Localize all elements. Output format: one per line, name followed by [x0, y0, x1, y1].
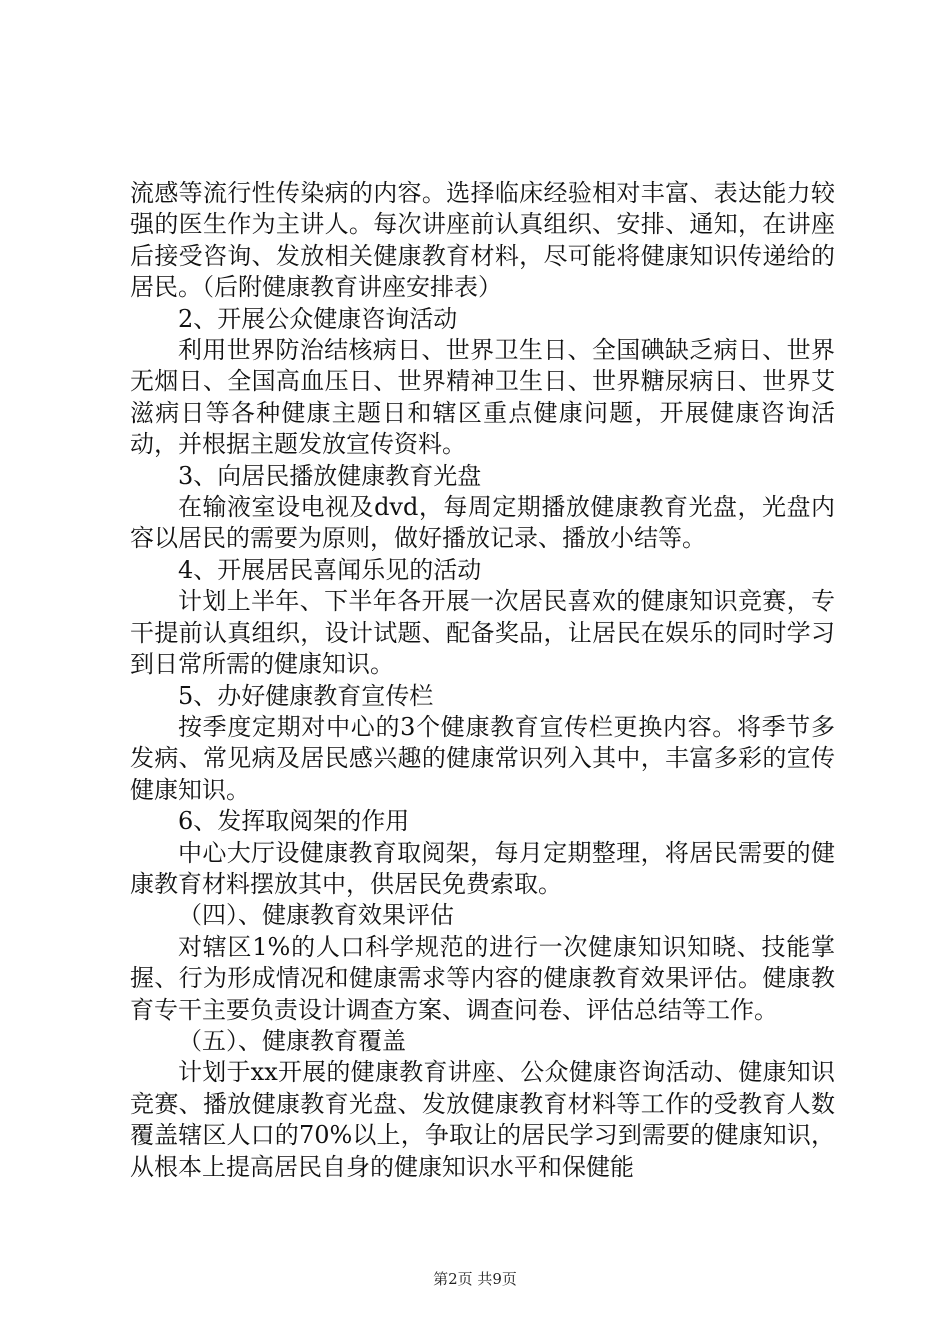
paragraph-coverage: 计划于xx开展的健康教育讲座、公众健康咨询活动、健康知识竞赛、播放健康教育光盘、发放健康教育材料等工作的受教育人数覆盖辖区人口的70%以上，争取让的居民学习到需要的健康知识，从根本上提高居民自身的健康知识水平和保健能 [130, 1058, 835, 1181]
document-body [130, 178, 835, 1183]
page-number-footer: 第2页 共9页 [433, 1270, 517, 1288]
paragraph-effect-evaluation: 对辖区1%的人口科学规范的进行一次健康知识知晓、技能掌握、行为形成情况和健康需求等内容的健康教育效果评估。健康教育专干主要负责设计调查方案、调查问卷、评估总结等工作。 [130, 932, 835, 1024]
paragraph-popular-activities: 计划上半年、下半年各开展一次居民喜欢的健康知识竞赛，专干提前认真组织，设计试题、配备奖品，让居民在娱乐的同时学习到日常所需的健康知识。 [130, 587, 835, 679]
section-heading-bulletin-board: 5、办好健康教育宣传栏 [178, 681, 434, 710]
paragraph-video-broadcast: 在输液室设电视及dvd，每周定期播放健康教育光盘，光盘内容以居民的需要为原则，做好播放记录、播放小结等。 [130, 493, 835, 553]
section-heading-coverage: （五）、健康教育覆盖 [178, 1026, 406, 1055]
section-heading-reading-rack: 6、发挥取阅架的作用 [178, 807, 410, 836]
paragraph-public-consultation: 利用世界防治结核病日、世界卫生日、全国碘缺乏病日、世界无烟日、全国高血压日、世界精神卫生日、世界糖尿病日、世界艾滋病日等各种健康主题日和辖区重点健康问题，开展健康咨询活动，并根据主题发放宣传资料。 [130, 336, 835, 459]
paragraph-reading-rack: 中心大厅设健康教育取阅架，每月定期整理，将居民需要的健康教育材料摆放其中，供居民免费索取。 [130, 838, 835, 898]
section-heading-video-broadcast: 3、向居民播放健康教育光盘 [178, 461, 482, 490]
section-heading-popular-activities: 4、开展居民喜闻乐见的活动 [178, 555, 482, 584]
paragraph-continuation: 流感等流行性传染病的内容。选择临床经验相对丰富、表达能力较强的医生作为主讲人。每次讲座前认真组织、安排、通知，在讲座后接受咨询、发放相关健康教育材料，尽可能将健康知识传递给的居民。（后附健康教育讲座安排表） [130, 179, 835, 302]
paragraph-bulletin-board: 按季度定期对中心的3个健康教育宣传栏更换内容。将季节多发病、常见病及居民感兴趣的健康常识列入其中，丰富多彩的宣传健康知识。 [130, 712, 835, 804]
section-heading-public-consultation: 2、开展公众健康咨询活动 [178, 304, 458, 333]
section-heading-effect-evaluation: （四）、健康教育效果评估 [178, 901, 454, 930]
